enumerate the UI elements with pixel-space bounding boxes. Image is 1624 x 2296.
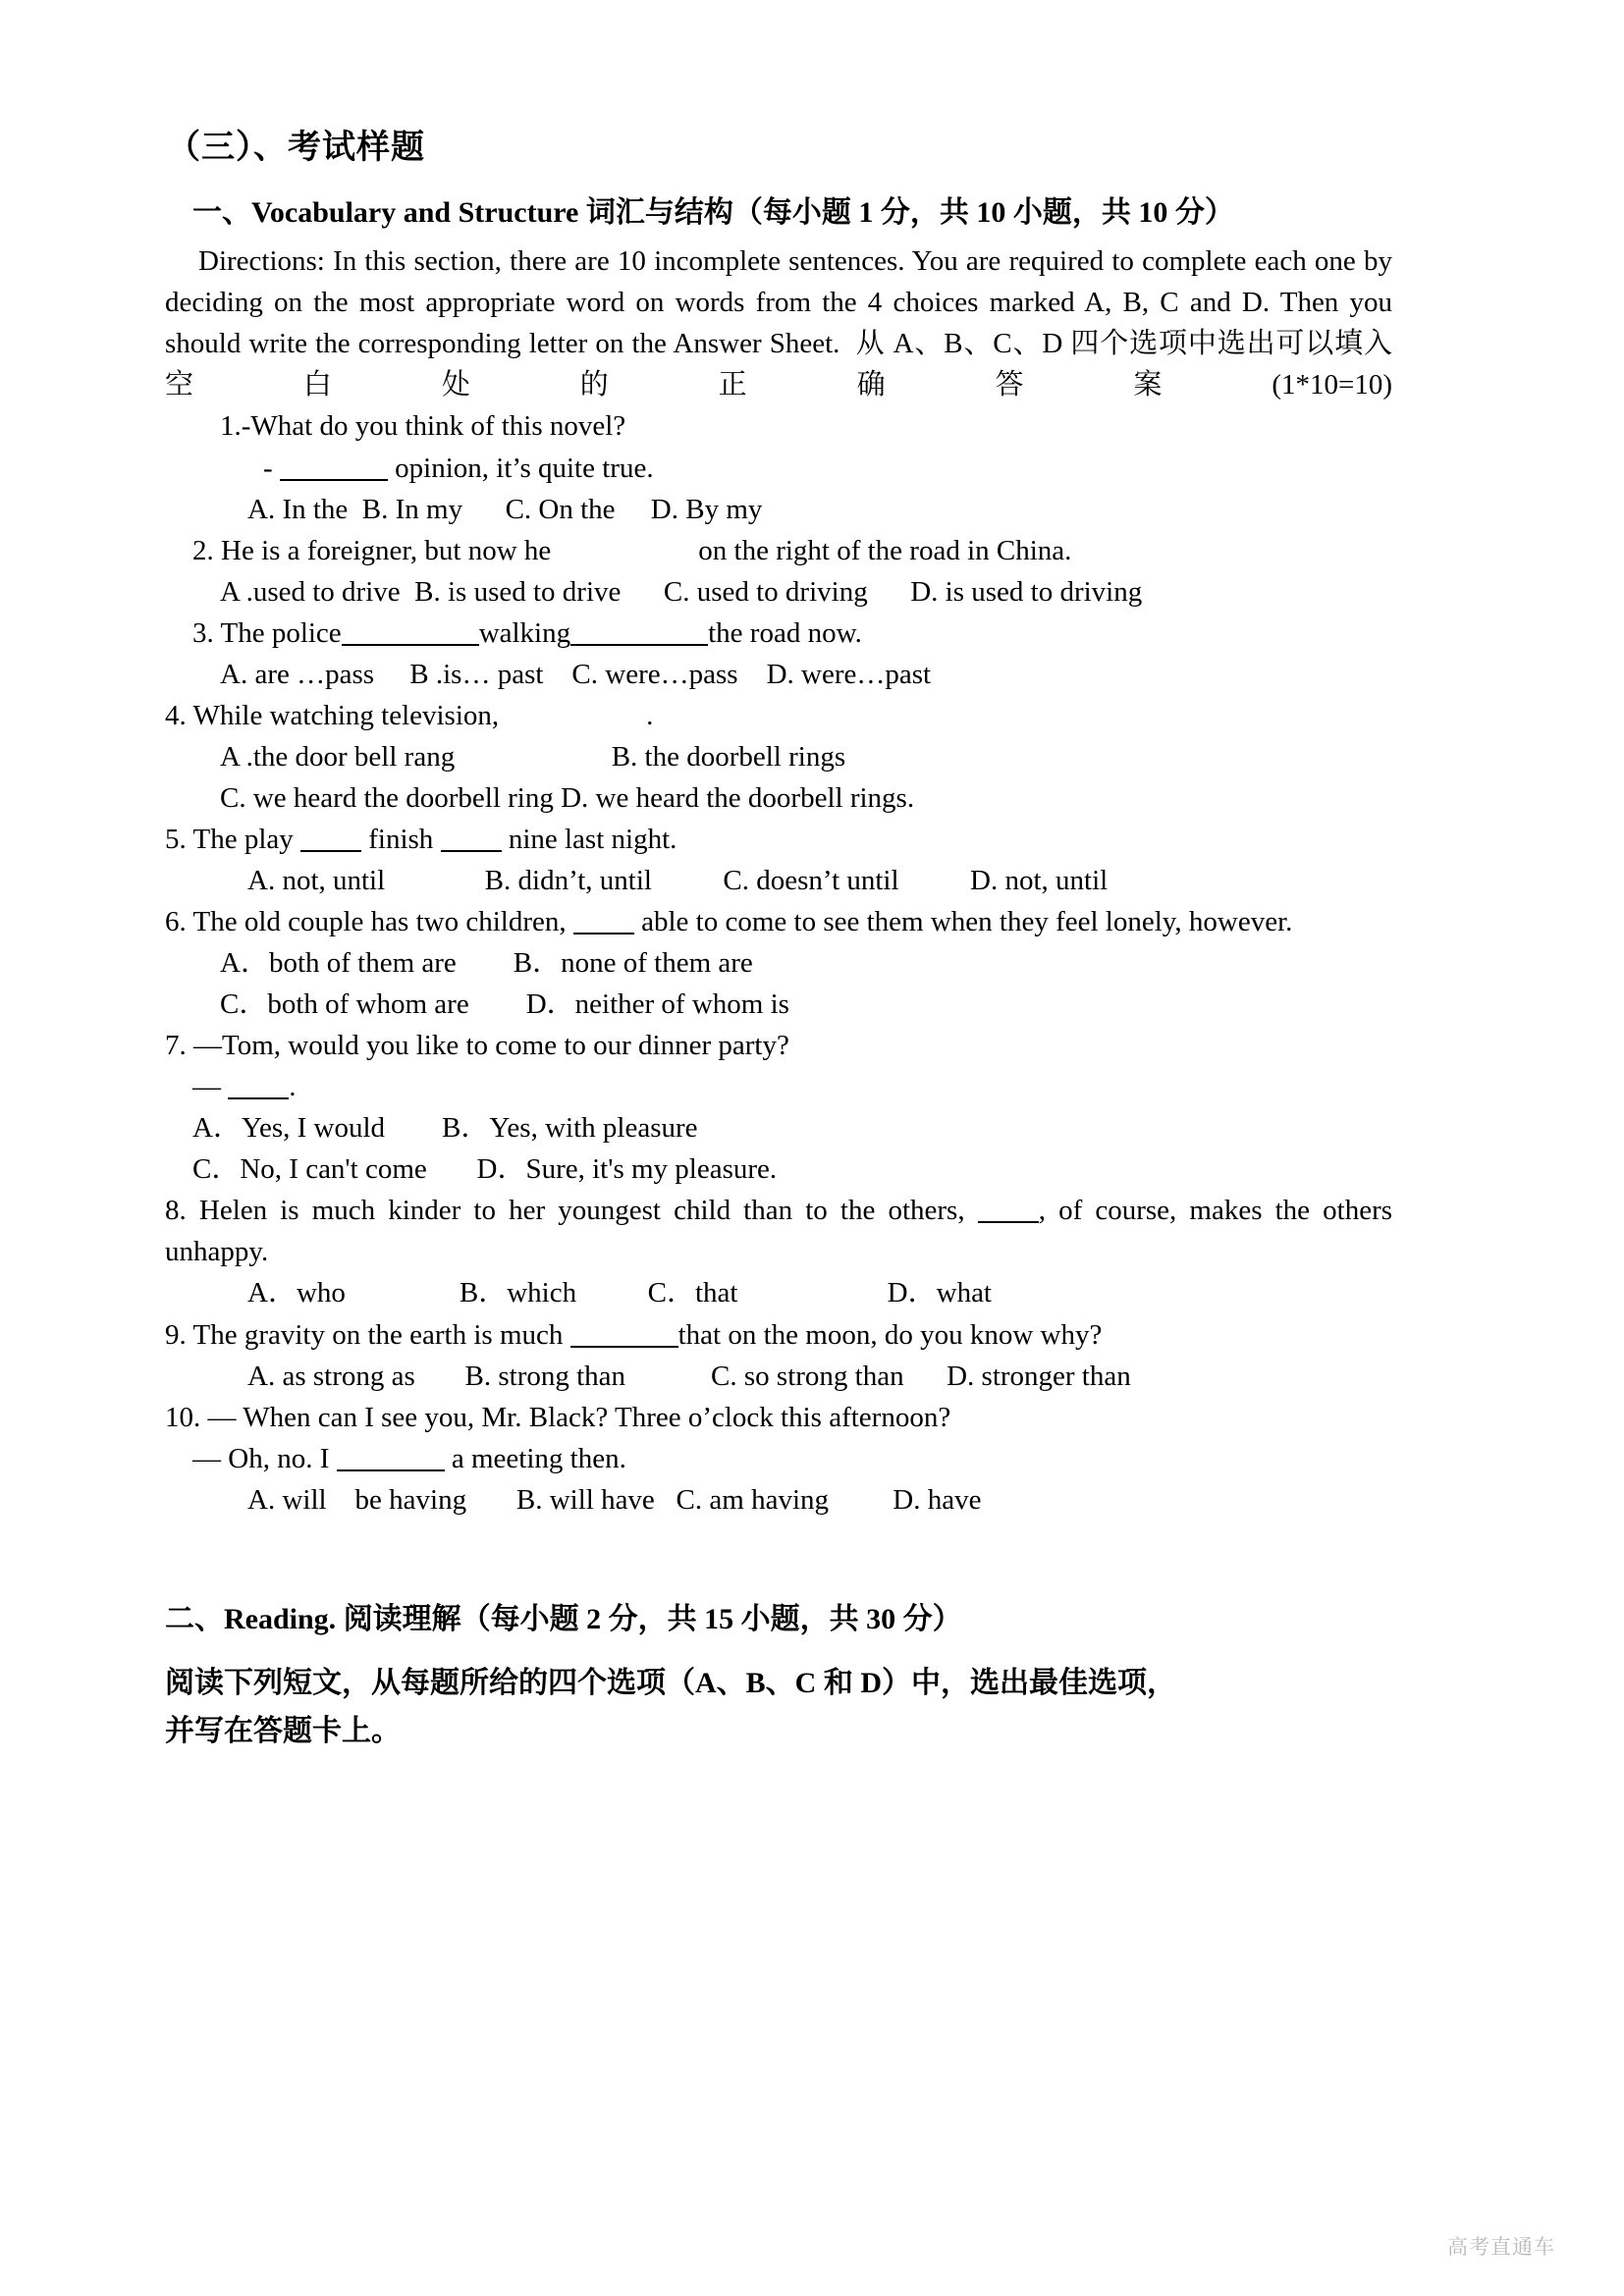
question-6-stem [165, 901, 1392, 942]
question-10-stem-post: a meeting then. [451, 1442, 626, 1474]
question-5-blank-1[interactable] [300, 850, 361, 852]
section-2-heading-number: 二、 [165, 1602, 224, 1635]
question-3-options-text[interactable]: A. are …pass B .is… past C. were…pass D. were…past [220, 658, 932, 690]
question-10-stem-line2 [165, 1438, 1392, 1479]
section-spacer [165, 1521, 1392, 1597]
question-10-options-text[interactable]: A. will be having B. will have C. am having D. have [247, 1483, 982, 1516]
question-5-stem-b: finish [368, 823, 434, 855]
question-7-blank[interactable] [228, 1097, 289, 1099]
section-2-heading-english: Reading. [224, 1602, 337, 1635]
question-5-blank-2[interactable] [441, 850, 502, 852]
question-2-stem-post: on the right of the road in China. [698, 534, 1072, 566]
question-6-stem-post: able to come to see them when they feel lonely, however. [641, 906, 1293, 938]
question-3-stem-c: the road now. [708, 616, 862, 649]
question-9-options [165, 1356, 1392, 1397]
question-2-options [165, 571, 1392, 613]
question-8-blank[interactable] [978, 1221, 1039, 1223]
question-8-stem-post: , of course, makes the others unhappy. [165, 1195, 1393, 1268]
question-5-stem-c: nine last night. [508, 823, 677, 855]
question-2-stem-pre: He is a foreigner, but now he [221, 534, 552, 566]
question-7-options-line-1 [165, 1107, 1392, 1148]
question-9-blank[interactable] [570, 1346, 678, 1348]
section-2-instruction-line-1: 阅读下列短文，从每题所给的四个选项（A、B、C 和 D）中，选出最佳选项， [165, 1666, 1177, 1699]
question-3-number: 3. [192, 616, 214, 649]
section-1-heading [165, 192, 1392, 235]
question-5-stem-a: The play [192, 823, 294, 855]
question-7-options-text-2[interactable]: C．No, I can't come D．Sure, it's my pleasure. [192, 1153, 778, 1186]
question-1-stem-tail: opinion, it’s quite true. [395, 452, 654, 484]
question-5-stem [165, 819, 1392, 860]
section-1-heading-number: 一、 [192, 195, 251, 229]
question-10-stem-text: — When can I see you, Mr. Black? Three o’clock this afternoon? [207, 1401, 951, 1433]
question-6-stem-pre: The old couple has two children, [192, 906, 567, 938]
question-6-blank[interactable] [573, 933, 634, 934]
question-7-options-text-1[interactable]: A．Yes, I would B．Yes, with pleasure [192, 1112, 698, 1145]
section-2-heading-chinese: 阅读理解（每小题 2 分，共 15 小题，共 30 分） [343, 1602, 962, 1635]
question-3-stem-b: walking [478, 616, 571, 649]
question-7-stem-tail: . [289, 1071, 297, 1103]
question-3-blank-1[interactable] [342, 644, 479, 646]
question-1-stem-line2 [165, 448, 1392, 489]
question-6-number: 6. [165, 906, 187, 938]
question-10-number: 10. [165, 1401, 201, 1433]
question-10-stem-pre: — Oh, no. I [192, 1442, 330, 1474]
question-8-number: 8. [165, 1195, 187, 1227]
question-9-number: 9. [165, 1318, 187, 1351]
question-7-stem [165, 1025, 1392, 1066]
section-2-heading [165, 1597, 1392, 1641]
question-9-stem-post: that on the moon, do you know why? [677, 1318, 1103, 1351]
question-7-stem-line2 [165, 1066, 1392, 1107]
question-7-stem-text: —Tom, would you like to come to our dinner party? [193, 1030, 789, 1062]
watermark: 高考直通车 [1447, 2235, 1555, 2259]
question-4-stem-text: While watching television, [192, 699, 500, 731]
question-4-stem [165, 695, 1392, 736]
question-7-number: 7. [165, 1030, 187, 1062]
question-1-number: 1. [220, 410, 242, 443]
question-2-stem [165, 530, 1392, 571]
question-4-options-text-1[interactable]: A .the door bell rang B. the doorbell rings [220, 740, 846, 773]
question-10-stem [165, 1397, 1392, 1438]
question-1-options [165, 489, 1392, 530]
question-4-options-text-2[interactable]: C. we heard the doorbell ring D. we heard the doorbell rings. [220, 781, 915, 814]
question-3-options [165, 654, 1392, 695]
question-9-stem [165, 1314, 1392, 1356]
question-6-options-text-1[interactable]: A．both of them are B．none of them are [220, 947, 753, 980]
question-7-options-line-2 [165, 1148, 1392, 1190]
question-7-dash: — [192, 1071, 221, 1103]
section-1-heading-chinese: 词汇与结构（每小题 1 分，共 10 小题，共 10 分） [585, 195, 1234, 229]
question-1-stem-text: -What do you think of this novel? [241, 410, 626, 443]
question-6-options-line-1 [165, 942, 1392, 984]
question-10-options [165, 1479, 1392, 1521]
directions-paragraph [165, 241, 1392, 405]
question-3-stem-a: The police [220, 616, 342, 649]
question-9-options-text[interactable]: A. as strong as B. strong than C. so strong than D. stronger than [247, 1360, 1131, 1392]
question-1-dash: - [263, 452, 273, 484]
page-title: （三）、考试样题 [167, 128, 425, 167]
section-2-instruction-line-2: 并写在答题卡上。 [165, 1715, 401, 1748]
question-5-options-text[interactable]: A. not, until B. didn’t, until C. doesn’t until D. not, until [247, 865, 1109, 896]
question-1-blank[interactable] [280, 479, 388, 481]
question-8-options [165, 1272, 1392, 1313]
question-4-options-line-2 [165, 777, 1392, 819]
question-1-options-text[interactable]: A. In the B. In my C. On the D. By my [247, 493, 763, 525]
question-2-number: 2. [192, 534, 214, 566]
question-4-number: 4. [165, 699, 187, 731]
question-6-options-line-2 [165, 984, 1392, 1025]
question-9-stem-pre: The gravity on the earth is much [192, 1318, 564, 1351]
page-content [165, 126, 1392, 1756]
question-8-stem [165, 1190, 1392, 1272]
directions-english: Directions: In this section, there are 10 incomplete sentences. You are required to complete each one by deciding on the most appropriate word on words from the 4 choices marked A, B, C and D. Then you should write the corresponding letter on the Answer Sheet. [165, 245, 1392, 359]
directions-chinese: 从 A、B、C、D 四个选项中选出可以填入空白处的正确答案(1*10=10) [165, 327, 1392, 400]
question-6-options-text-2[interactable]: C．both of whom are D．neither of whom is [220, 988, 789, 1021]
question-8-stem-pre: Helen is much kinder to her youngest child than to the others, [198, 1195, 965, 1227]
question-1-stem [165, 405, 1392, 447]
question-5-number: 5. [165, 823, 187, 855]
question-2-options-text[interactable]: A .used to drive B. is used to drive C. used to driving D. is used to driving [220, 575, 1143, 608]
question-8-options-text[interactable]: A．who B．which C．that D．what [247, 1277, 992, 1309]
question-3-stem [165, 613, 1392, 654]
question-4-stem-tail: . [646, 699, 654, 731]
section-1-heading-english: Vocabulary and Structure [251, 195, 579, 229]
question-10-blank[interactable] [337, 1469, 445, 1471]
question-4-options-line-1 [165, 736, 1392, 777]
question-5-options [165, 860, 1392, 901]
question-3-blank-2[interactable] [570, 644, 708, 646]
